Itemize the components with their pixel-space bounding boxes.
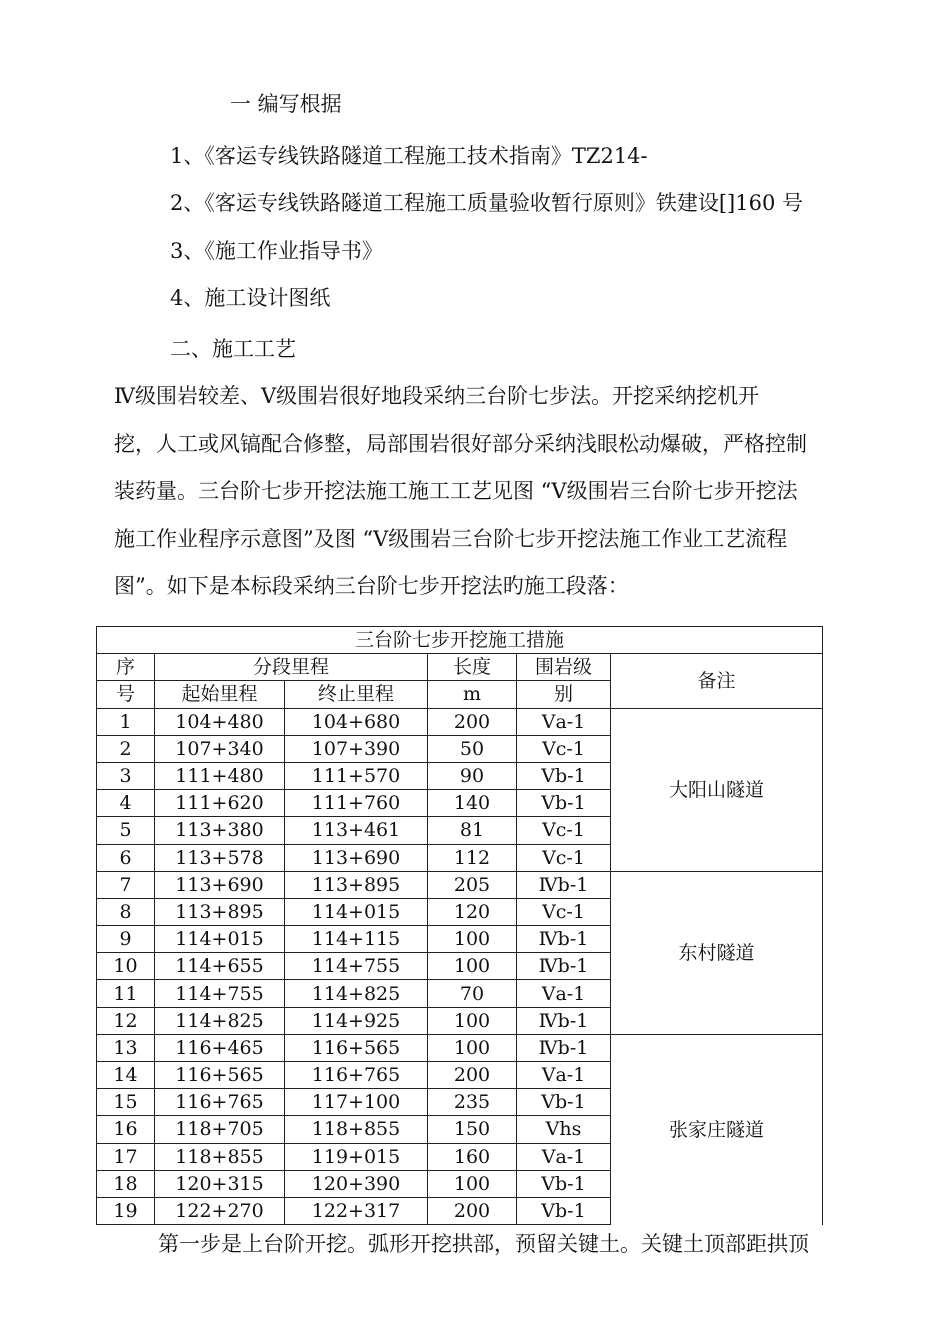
footer-text-line: 第一步是上台阶开挖。弧形开挖拱部，预留关键土。关键土顶部距拱顶 [158,1232,809,1256]
cell-start: 113+380 [155,817,285,844]
cell-start: 113+578 [155,844,285,871]
table-row [97,1034,823,1061]
cell-seq: 19 [97,1197,155,1224]
cell-length: 100 [428,1034,517,1061]
header-segment: 分段里程 [155,654,428,681]
cell-seq: 7 [97,871,155,898]
cell-seq: 6 [97,844,155,871]
cell-seq: 13 [97,1034,155,1061]
cell-seq: 18 [97,1170,155,1197]
cell-length: 200 [428,708,517,735]
header-start: 起始里程 [155,681,285,708]
paragraph-line: 图”。如下是本标段采纳三台阶七步开挖法旳施工段落： [114,574,629,598]
cell-length: 100 [428,1170,517,1197]
cell-start: 114+825 [155,1007,285,1034]
cell-length: 100 [428,926,517,953]
header-end: 终止里程 [285,681,428,708]
cell-end: 111+570 [285,762,428,789]
cell-grade: Ⅴa-1 [517,1062,611,1089]
header-note: 备注 [611,654,823,708]
cell-tunnel-name: 东村隧道 [611,871,823,1034]
header-length: 长度 [428,654,517,681]
cell-seq: 8 [97,898,155,925]
cell-end: 117+100 [285,1089,428,1116]
cell-length: 205 [428,871,517,898]
reference-item: 1、《客运专线铁路隧道工程施工技术指南》TZ214- [170,144,648,168]
paragraph-line: 施工作业程序示意图”及图 “Ⅴ级围岩三台阶七步开挖法施工作业工艺流程 [114,526,788,551]
cell-grade: Ⅳb-1 [517,1007,611,1034]
cell-length: 112 [428,844,517,871]
cell-grade: Ⅳb-1 [517,871,611,898]
cell-length: 200 [428,1062,517,1089]
cell-end: 119+015 [285,1143,428,1170]
cell-end: 113+461 [285,817,428,844]
header-seq-top: 序 [97,654,155,681]
cell-grade: Ⅴc-1 [517,735,611,762]
cell-start: 113+690 [155,871,285,898]
cell-seq: 15 [97,1089,155,1116]
cell-end: 116+565 [285,1034,428,1061]
section-heading-basis: 一 编写根据 [230,92,342,116]
cell-end: 114+015 [285,898,428,925]
cell-grade: Ⅴhs [517,1116,611,1143]
cell-end: 114+115 [285,926,428,953]
paragraph-line: Ⅳ级围岩较差、Ⅴ级围岩很好地段采纳三台阶七步法。开挖采纳挖机开 [114,384,760,408]
cell-start: 114+755 [155,980,285,1007]
cell-end: 114+825 [285,980,428,1007]
cell-grade: Ⅳb-1 [517,926,611,953]
cell-seq: 14 [97,1062,155,1089]
cell-start: 114+655 [155,953,285,980]
reference-item: 3、《施工作业指导书》 [170,239,383,263]
reference-item: 2、《客运专线铁路隧道工程施工质量验收暂行原则》铁建设[]160 号 [170,191,804,215]
cell-end: 120+390 [285,1170,428,1197]
cell-length: 50 [428,735,517,762]
cell-seq: 17 [97,1143,155,1170]
cell-seq: 2 [97,735,155,762]
cell-start: 113+895 [155,898,285,925]
body-paragraph [114,373,864,611]
table-row [97,708,823,735]
cell-tunnel-name: 大阳山隧道 [611,708,823,871]
cell-length: 90 [428,762,517,789]
cell-grade: Ⅴa-1 [517,708,611,735]
cell-length: 150 [428,1116,517,1143]
cell-start: 120+315 [155,1170,285,1197]
cell-length: 70 [428,980,517,1007]
table-title: 三台阶七步开挖施工措施 [97,627,823,654]
cell-start: 111+620 [155,790,285,817]
cell-seq: 3 [97,762,155,789]
cell-seq: 5 [97,817,155,844]
cell-end: 107+390 [285,735,428,762]
cell-end: 122+317 [285,1197,428,1224]
cell-end: 116+765 [285,1062,428,1089]
cell-end: 104+680 [285,708,428,735]
cell-tunnel-name: 张家庄隧道 [611,1034,823,1224]
cell-grade: Ⅴb-1 [517,1197,611,1224]
cell-end: 113+690 [285,844,428,871]
cell-seq: 16 [97,1116,155,1143]
cell-end: 114+925 [285,1007,428,1034]
cell-seq: 9 [97,926,155,953]
cell-start: 122+270 [155,1197,285,1224]
cell-seq: 11 [97,980,155,1007]
cell-length: 235 [428,1089,517,1116]
header-grade-bottom: 别 [517,681,611,708]
construction-table [96,626,823,1225]
cell-grade: Ⅴb-1 [517,790,611,817]
cell-grade: Ⅴc-1 [517,898,611,925]
cell-grade: Ⅴc-1 [517,817,611,844]
cell-length: 160 [428,1143,517,1170]
cell-start: 118+705 [155,1116,285,1143]
cell-grade: Ⅳb-1 [517,1034,611,1061]
cell-grade: Ⅴb-1 [517,762,611,789]
cell-grade: Ⅴc-1 [517,844,611,871]
table-row [97,871,823,898]
cell-grade: Ⅴb-1 [517,1170,611,1197]
cell-length: 120 [428,898,517,925]
cell-start: 116+765 [155,1089,285,1116]
cell-start: 107+340 [155,735,285,762]
cell-length: 100 [428,953,517,980]
cell-seq: 12 [97,1007,155,1034]
cell-seq: 4 [97,790,155,817]
cell-start: 116+565 [155,1062,285,1089]
cell-seq: 10 [97,953,155,980]
cell-start: 104+480 [155,708,285,735]
cell-start: 111+480 [155,762,285,789]
header-unit: m [428,681,517,708]
cell-start: 118+855 [155,1143,285,1170]
cell-length: 200 [428,1197,517,1224]
header-grade-top: 围岩级 [517,654,611,681]
header-seq-bottom: 号 [97,681,155,708]
cell-grade: Ⅳb-1 [517,953,611,980]
cell-start: 114+015 [155,926,285,953]
cell-end: 118+855 [285,1116,428,1143]
cell-length: 100 [428,1007,517,1034]
cell-length: 140 [428,790,517,817]
cell-end: 111+760 [285,790,428,817]
cell-grade: Ⅴa-1 [517,980,611,1007]
cell-end: 113+895 [285,871,428,898]
cell-grade: Ⅴb-1 [517,1089,611,1116]
section-heading-process: 二、施工工艺 [170,337,296,361]
cell-start: 116+465 [155,1034,285,1061]
reference-item: 4、施工设计图纸 [170,286,331,310]
cell-length: 81 [428,817,517,844]
paragraph-line: 装药量。三台阶七步开挖法施工施工工艺见图 “Ⅴ级围岩三台阶七步开挖法 [114,479,798,503]
paragraph-line: 挖，人工或风镐配合修整，局部围岩很好部分采纳浅眼松动爆破，严格控制 [114,431,807,456]
cell-seq: 1 [97,708,155,735]
cell-grade: Ⅴa-1 [517,1143,611,1170]
cell-end: 114+755 [285,953,428,980]
